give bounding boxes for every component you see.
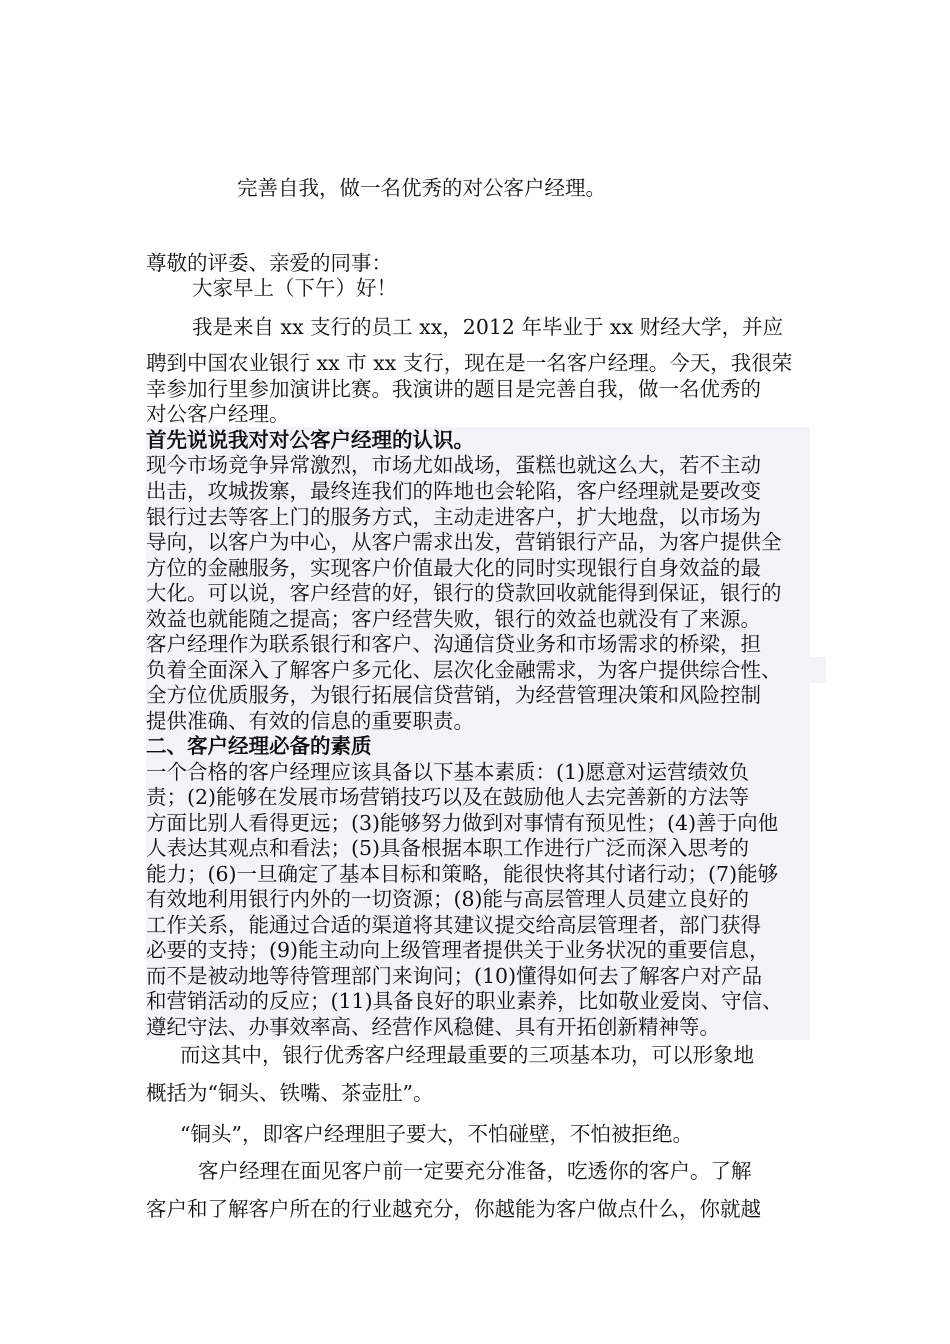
section2-line: 能力；(6)一旦确定了基本目标和策略，能很快将其付诸行动；(7)能够 xyxy=(146,861,810,887)
section1-line: 效益也就能随之提高；客户经营失败，银行的效益也就没有了来源。 xyxy=(146,606,810,632)
section1-line: 提供准确、有效的信息的重要职责。 xyxy=(146,708,810,734)
section1-line: 全方位优质服务，为银行拓展信贷营销，为经营管理决策和风险控制 xyxy=(146,682,810,708)
intro-line: 我是来自 xx 支行的员工 xx，2012 年毕业于 xx 财经大学，并应 xyxy=(192,315,784,339)
intro-line: 聘到中国农业银行 xx 市 xx 支行，现在是一名客户经理。今天，我很荣 xyxy=(146,351,793,375)
section-heading-1: 首先说说我对对公客户经理的认识。 xyxy=(146,427,810,453)
section2-line: 责；(2)能够在发展市场营销技巧以及在鼓励他人去完善新的方法等 xyxy=(146,784,810,810)
intro-line: 对公客户经理。 xyxy=(146,402,290,426)
closing-line: 概括为“铜头、铁嘴、茶壶肚”。 xyxy=(146,1081,434,1105)
salutation: 尊敬的评委、亲爱的同事： xyxy=(146,251,392,275)
section1-line: 导向，以客户为中心，从客户需求出发，营销银行产品，为客户提供全 xyxy=(146,529,810,555)
section2-line: 必要的支持；(9)能主动向上级管理者提供关于业务状况的重要信息， xyxy=(146,937,810,963)
section1-line: 负着全面深入了解客户多元化、层次化金融需求，为客户提供综合性、 xyxy=(146,657,826,683)
closing-line: 客户和了解客户所在的行业越充分，你越能为客户做点什么，你就越 xyxy=(146,1197,761,1221)
section1-line: 客户经理作为联系银行和客户、沟通信贷业务和市场需求的桥梁，担 xyxy=(146,631,810,657)
section2-line: 方面比别人看得更远；(3)能够努力做到对事情有预见性；(4)善于向他 xyxy=(146,810,810,836)
section2-line: 工作关系，能通过合适的渠道将其建议提交给高层管理者，部门获得 xyxy=(146,912,810,938)
document-title: 完善自我，做一名优秀的对公客户经理。 xyxy=(237,176,606,200)
closing-line: “铜头”，即客户经理胆子要大，不怕碰壁，不怕被拒绝。 xyxy=(180,1122,693,1146)
closing-line: 客户经理在面见客户前一定要充分准备，吃透你的客户。了解 xyxy=(198,1159,752,1183)
section1-line: 出击，攻城拨寨，最终连我们的阵地也会轮陷，客户经理就是要改变 xyxy=(146,478,810,504)
closing-line: 而这其中，银行优秀客户经理最重要的三项基本功，可以形象地 xyxy=(180,1043,754,1067)
section2-line: 遵纪守法、办事效率高、经营作风稳健、具有开拓创新精神等。 xyxy=(146,1014,810,1040)
intro-line: 幸参加行里参加演讲比赛。我演讲的题目是完善自我，做一名优秀的 xyxy=(146,377,761,401)
section1-line: 银行过去等客上门的服务方式，主动走进客户，扩大地盘，以市场为 xyxy=(146,504,810,530)
section1-line: 方位的金融服务，实现客户价值最大化的同时实现银行自身效益的最 xyxy=(146,555,810,581)
section1-line: 现今市场竞争异常激烈，市场尤如战场，蛋糕也就这么大，若不主动 xyxy=(146,452,810,478)
section2-line: 有效地利用银行内外的一切资源；(8)能与高层管理人员建立良好的 xyxy=(146,886,810,912)
section2-line: 一个合格的客户经理应该具备以下基本素质：(1)愿意对运营绩效负 xyxy=(146,759,810,785)
section2-line: 人表达其观点和看法；(5)具备根据本职工作进行广泛而深入思考的 xyxy=(146,835,810,861)
greeting: 大家早上（下午）好！ xyxy=(192,276,397,300)
section-heading-2: 二、客户经理必备的素质 xyxy=(146,733,810,759)
section1-line: 大化。可以说，客户经营的好，银行的贷款回收就能得到保证，银行的 xyxy=(146,580,810,606)
section2-line: 而不是被动地等待管理部门来询问；(10)懂得如何去了解客户对产品 xyxy=(146,963,810,989)
section2-line: 和营销活动的反应；(11)具备良好的职业素养，比如敬业爱岗、守信、 xyxy=(146,988,810,1014)
